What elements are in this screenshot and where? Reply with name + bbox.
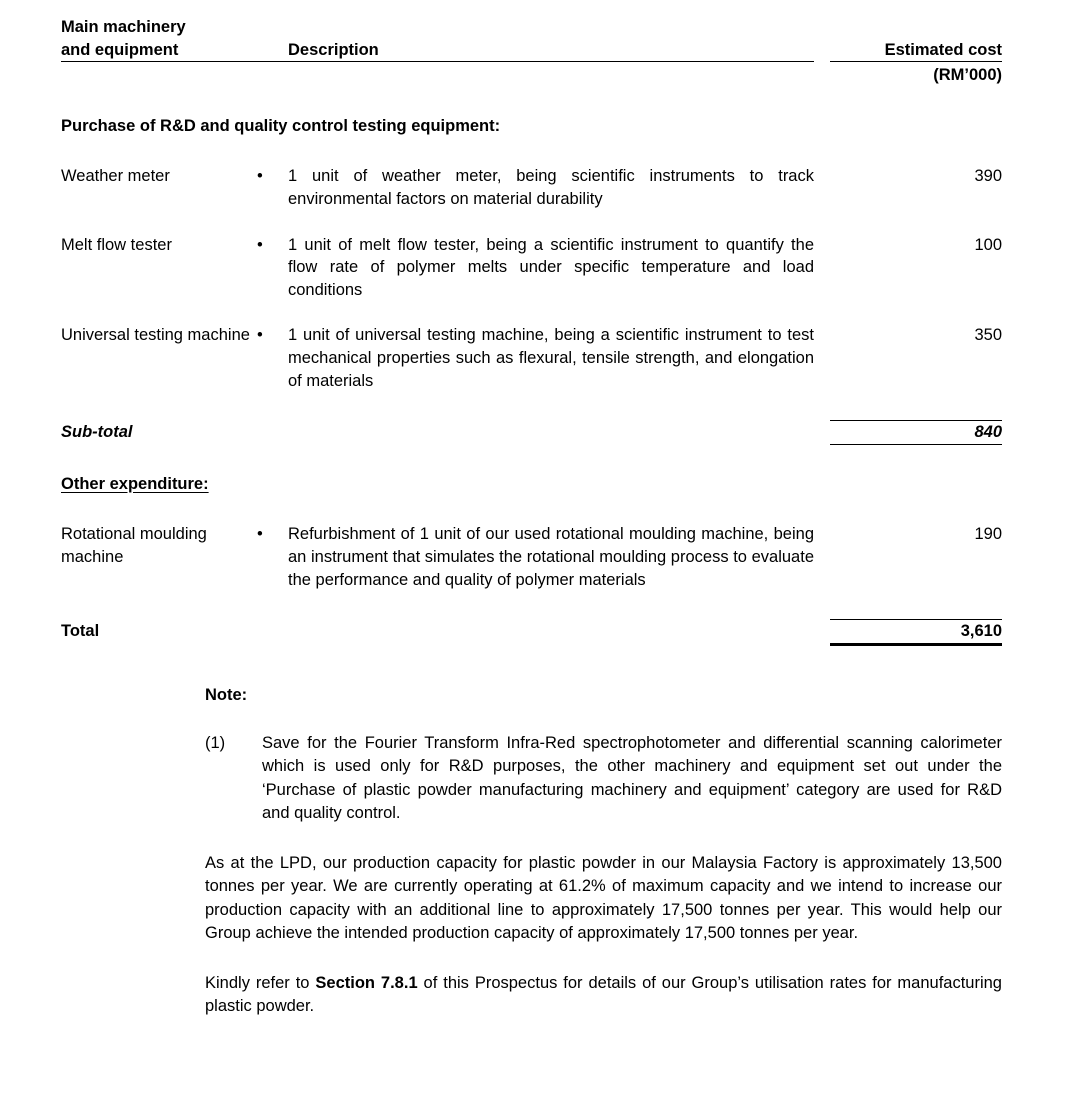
row-cost: 100 bbox=[974, 235, 1002, 254]
unit-spacer-desc bbox=[288, 62, 814, 87]
unit-spacer-gap bbox=[814, 62, 830, 87]
table-row bbox=[61, 523, 1002, 591]
total-label: Total bbox=[61, 621, 100, 640]
subtotal-gap bbox=[814, 421, 830, 445]
unit-spacer-bullet bbox=[257, 62, 288, 87]
total-spacer-desc bbox=[288, 620, 814, 645]
header-gap bbox=[814, 16, 830, 62]
total-row bbox=[61, 620, 1002, 645]
section-title-row-1 bbox=[61, 115, 1002, 138]
total-gap bbox=[814, 620, 830, 645]
column-header-cost bbox=[830, 16, 1002, 62]
bullet-icon: • bbox=[257, 235, 263, 254]
row-gap bbox=[814, 523, 830, 591]
row-cost: 190 bbox=[974, 525, 1002, 544]
row-gap bbox=[814, 324, 830, 392]
section-title-other-expenditure-cell bbox=[61, 473, 1002, 496]
spacer-row-6 bbox=[61, 444, 1002, 473]
note-text: Save for the Fourier Transform Infra-Red spectrophotometer and differential scanning calorimeter which is used only for R&D purposes, the other machinery and equipment set out under the ‘Purchase of plastic powder manufacturing machinery and equipment’ category are used for R&D and quality control. bbox=[262, 733, 1002, 822]
column-header-cost-label: Estimated cost bbox=[884, 40, 1002, 59]
section-title-other-expenditure: Other expenditure: bbox=[61, 474, 209, 493]
table-unit-row bbox=[61, 62, 1002, 87]
spacer-row-2 bbox=[61, 137, 1002, 165]
column-header-item-line1: Main machinery bbox=[61, 18, 186, 36]
bullet-icon: • bbox=[257, 326, 263, 345]
total-spacer-bullet bbox=[257, 620, 288, 645]
column-header-item-line2: and equipment bbox=[61, 40, 179, 59]
total-value: 3,610 bbox=[830, 620, 1002, 645]
row-item-name: Weather meter bbox=[61, 167, 170, 186]
subtotal-label: Sub-total bbox=[61, 422, 133, 441]
bullet-icon: • bbox=[257, 167, 263, 186]
section-title-purchase-rd: Purchase of R&D and quality control testing equipment: bbox=[61, 116, 501, 135]
subtotal-value: 840 bbox=[830, 421, 1002, 445]
paragraph-section-reference bbox=[205, 972, 1002, 1019]
row-description: Refurbishment of 1 unit of our used rotational moulding machine, being an instrument that simulates the rotational moulding process to evaluate the performance and quality of polymer materials bbox=[288, 525, 814, 589]
capital-expenditure-table bbox=[61, 16, 1002, 646]
note-number: (1) bbox=[205, 733, 226, 752]
header-bullet-spacer bbox=[257, 16, 288, 62]
column-header-cost-unit: (RM’000) bbox=[933, 66, 1002, 85]
row-description: 1 unit of melt flow tester, being a scientific instrument to quantify the flow rate of polymer melts under specific temperature and load conditions bbox=[288, 235, 814, 299]
spacer-row-1 bbox=[61, 87, 1002, 115]
row-description: 1 unit of weather meter, being scientific instruments to track environmental factors on material durability bbox=[288, 167, 814, 208]
section-title-row-2 bbox=[61, 473, 1002, 496]
subtotal-row bbox=[61, 421, 1002, 445]
row-cost: 390 bbox=[974, 167, 1002, 186]
table-row bbox=[61, 234, 1002, 302]
reference-suffix: of this Prospectus for details of our Group’s utilisation rates for manufacturing plastic powder. bbox=[205, 973, 1002, 1015]
row-item-name: Rotational moulding machine bbox=[61, 525, 207, 566]
paragraph-production-capacity: As at the LPD, our production capacity for plastic powder in our Malaysia Factory is approximately 13,500 tonnes per year. We are currently operating at 61.2% of maximum capacity and we intend to increase our production capacity with an additional line to approximately 17,500 tonnes per year. This would help our Group achieve the intended production capacity of approximately 17,500 tonnes per year. bbox=[205, 853, 1002, 942]
reference-section-emphasis: Section 7.8.1 bbox=[315, 973, 418, 992]
unit-spacer-item bbox=[61, 62, 257, 87]
row-cost: 350 bbox=[974, 326, 1002, 345]
spacer-row-3 bbox=[61, 211, 1002, 234]
notes-title: Note: bbox=[205, 686, 248, 704]
row-item-name: Melt flow tester bbox=[61, 235, 172, 254]
row-gap bbox=[814, 165, 830, 210]
row-gap bbox=[814, 234, 830, 302]
spacer-row-7 bbox=[61, 495, 1002, 523]
spacer-row-8 bbox=[61, 591, 1002, 620]
column-header-description-label: Description bbox=[288, 40, 379, 59]
row-item-name: Universal testing machine bbox=[61, 326, 250, 345]
table-row bbox=[61, 165, 1002, 210]
notes-section bbox=[205, 684, 1002, 1019]
note-item bbox=[205, 732, 1002, 826]
subtotal-spacer-bullet bbox=[257, 421, 288, 445]
bullet-icon: • bbox=[257, 525, 263, 544]
spacer-row-4 bbox=[61, 301, 1002, 324]
reference-prefix: Kindly refer to bbox=[205, 973, 316, 992]
column-header-item bbox=[61, 16, 257, 62]
spacer-row-5 bbox=[61, 392, 1002, 421]
row-description: 1 unit of universal testing machine, being a scientific instrument to test mechanical properties such as flexural, tensile strength, and elongation of materials bbox=[288, 326, 814, 390]
table-header-row bbox=[61, 16, 1002, 62]
subtotal-spacer-desc bbox=[288, 421, 814, 445]
column-header-description bbox=[288, 16, 814, 62]
table-row bbox=[61, 324, 1002, 392]
